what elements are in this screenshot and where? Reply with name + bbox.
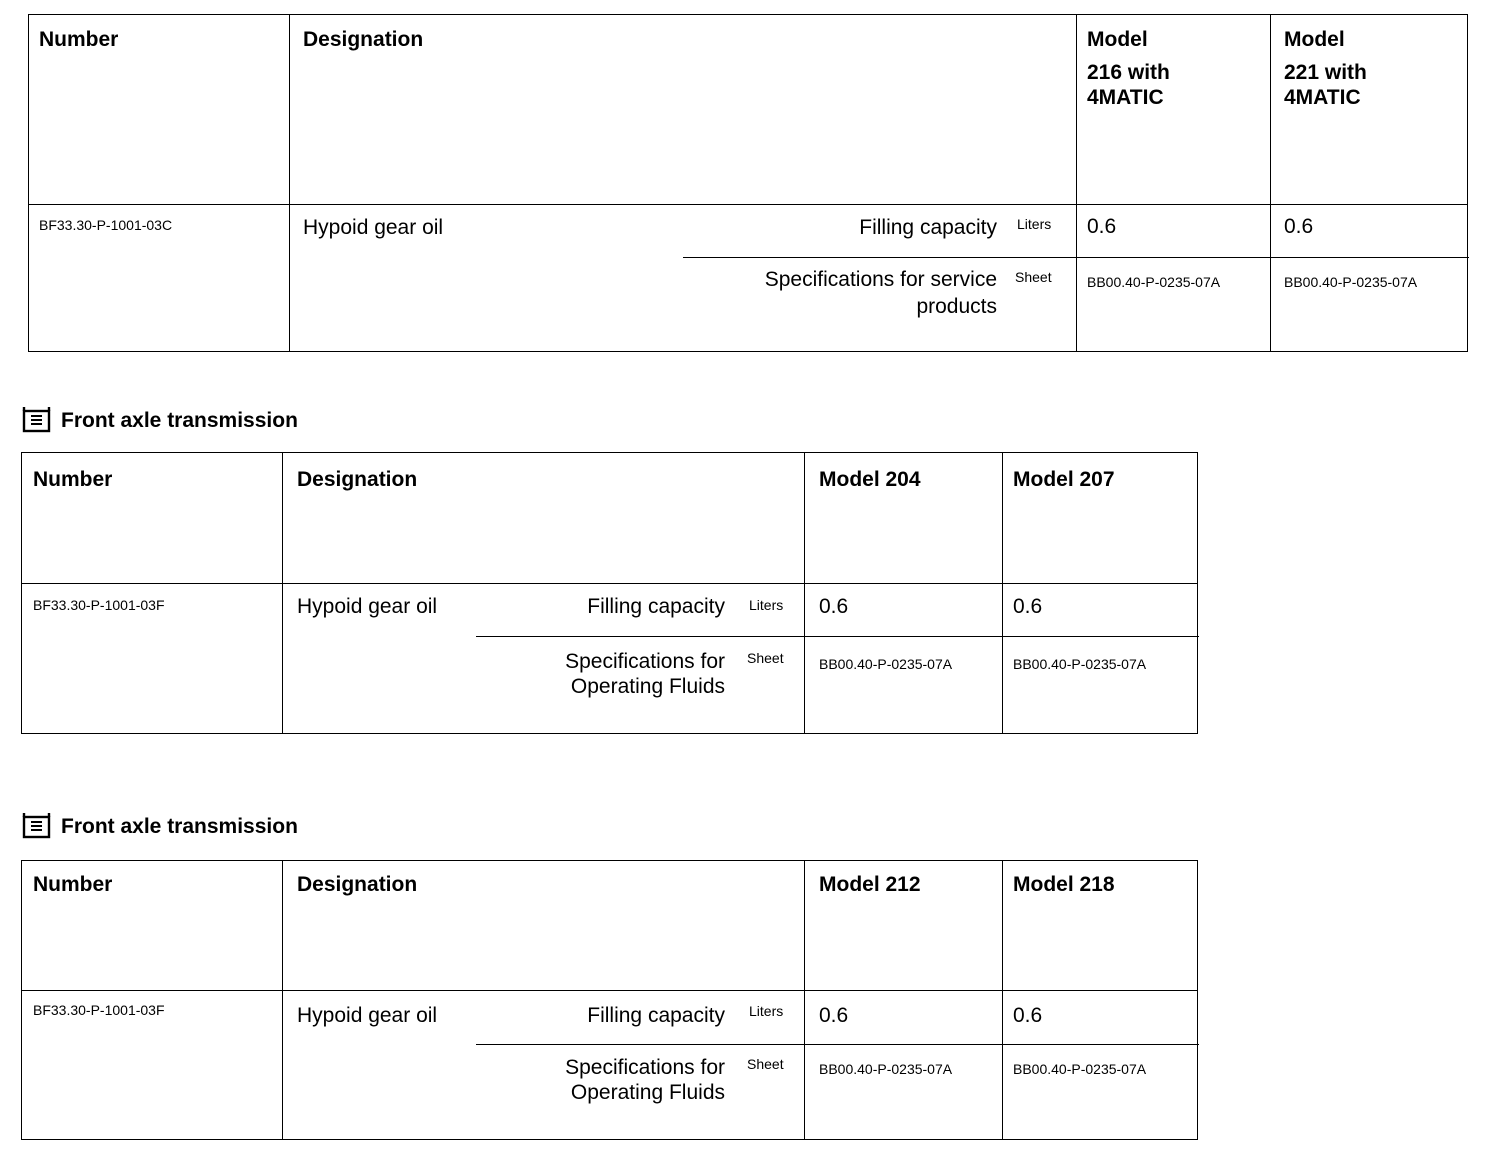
header-number: Number — [33, 873, 113, 896]
header-model-b: Model 207 — [1013, 468, 1115, 491]
specifications-model-a: BB00.40-P-0235-07A — [819, 1061, 953, 1077]
header-model-a: Model 216 with 4MATIC — [1087, 28, 1170, 109]
filling-capacity-model-a: 0.6 — [819, 595, 849, 618]
spec-table-2 — [21, 452, 1198, 734]
filling-capacity-model-b: 0.6 — [1013, 595, 1043, 618]
header-model-b: Model 218 — [1013, 873, 1115, 896]
designation-value: Hypoid gear oil — [297, 1004, 438, 1027]
filling-capacity-unit: Liters — [749, 597, 784, 613]
specifications-unit: Sheet — [747, 1056, 784, 1072]
filling-capacity-label: Filling capacity — [587, 595, 725, 618]
specifications-model-a: BB00.40-P-0235-07A — [819, 656, 953, 672]
header-designation: Designation — [297, 873, 418, 896]
section-title-2 — [22, 406, 298, 436]
document-list-icon — [22, 404, 52, 439]
specifications-label: Specifications for Operating Fluids — [565, 1056, 725, 1104]
section-title-label: Front axle transmission — [61, 409, 298, 432]
specifications-label: Specifications for service products — [764, 268, 997, 318]
document-list-icon — [22, 810, 52, 845]
specifications-unit: Sheet — [1015, 269, 1052, 285]
header-designation: Designation — [297, 468, 418, 491]
part-number: BF33.30-P-1001-03C — [39, 217, 173, 233]
header-model-b: Model 221 with 4MATIC — [1284, 28, 1367, 109]
part-number: BF33.30-P-1001-03F — [33, 597, 165, 613]
filling-capacity-label: Filling capacity — [859, 216, 997, 239]
header-model-a: Model 212 — [819, 873, 921, 896]
filling-capacity-unit: Liters — [1017, 216, 1052, 232]
filling-capacity-model-b: 0.6 — [1013, 1004, 1043, 1027]
filling-capacity-model-a: 0.6 — [1087, 215, 1117, 238]
filling-capacity-model-b: 0.6 — [1284, 215, 1314, 238]
spec-table-1 — [28, 14, 1468, 352]
specifications-model-b: BB00.40-P-0235-07A — [1013, 656, 1147, 672]
designation-value: Hypoid gear oil — [303, 216, 444, 239]
specifications-unit: Sheet — [747, 650, 784, 666]
specifications-label: Specifications for Operating Fluids — [565, 650, 725, 698]
specifications-model-b: BB00.40-P-0235-07A — [1013, 1061, 1147, 1077]
spec-table-3 — [21, 860, 1198, 1140]
section-title-label: Front axle transmission — [61, 815, 298, 838]
part-number: BF33.30-P-1001-03F — [33, 1002, 165, 1018]
header-designation: Designation — [303, 28, 424, 51]
specifications-model-b: BB00.40-P-0235-07A — [1284, 274, 1418, 290]
specifications-model-a: BB00.40-P-0235-07A — [1087, 274, 1221, 290]
designation-value: Hypoid gear oil — [297, 595, 438, 618]
filling-capacity-label: Filling capacity — [587, 1004, 725, 1027]
section-title-3 — [22, 812, 298, 842]
header-number: Number — [33, 468, 113, 491]
header-number: Number — [39, 28, 119, 51]
filling-capacity-unit: Liters — [749, 1003, 784, 1019]
table-header-row — [29, 15, 1467, 205]
filling-capacity-model-a: 0.6 — [819, 1004, 849, 1027]
header-model-a: Model 204 — [819, 468, 921, 491]
